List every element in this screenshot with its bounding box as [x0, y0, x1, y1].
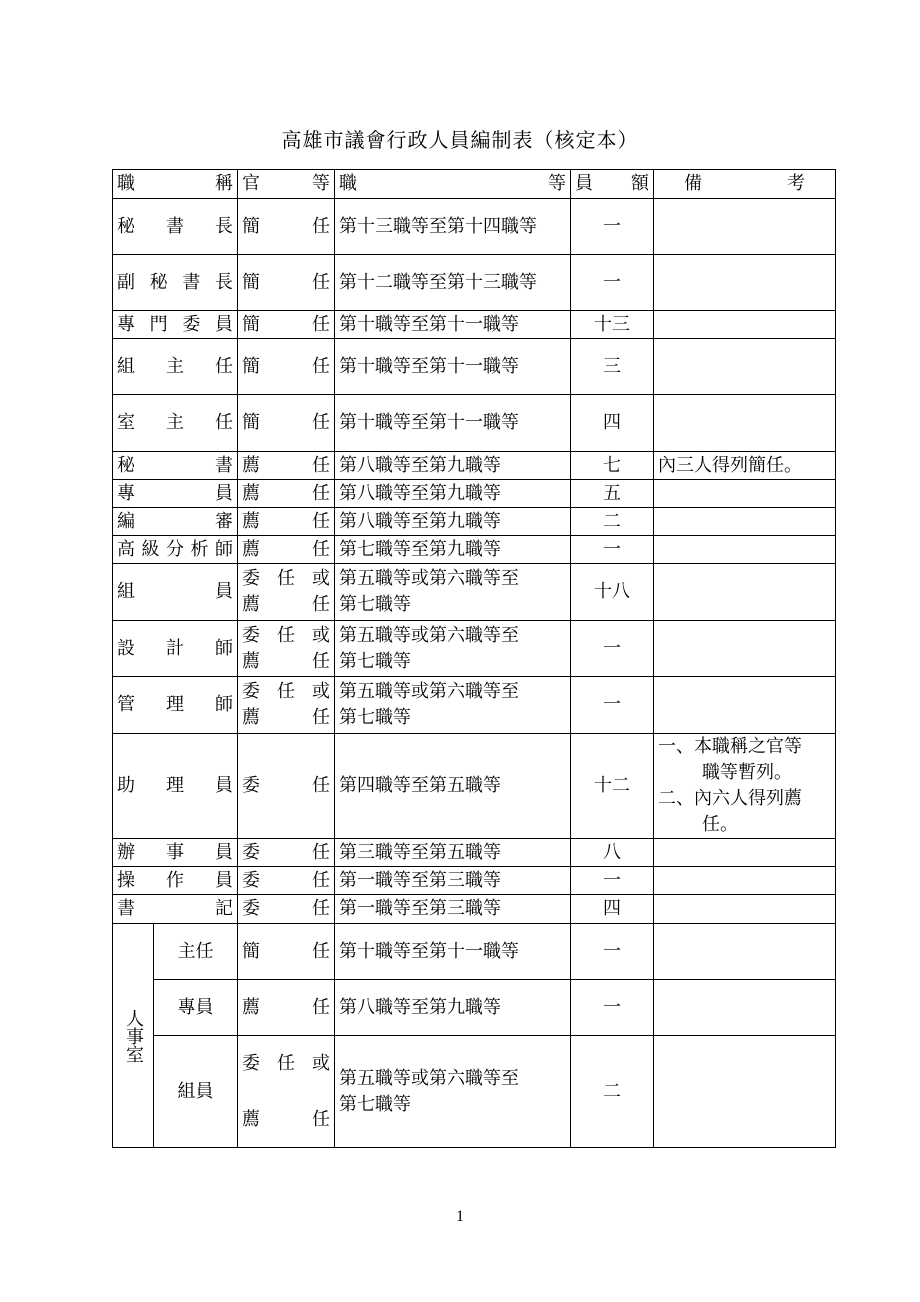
row-rank-line-2: 第七職等 — [339, 1093, 411, 1115]
header-rank: 職等 — [335, 170, 571, 199]
table-row — [113, 199, 836, 255]
row-count: 一 — [571, 255, 654, 311]
row-rank: 第十職等至第十一職等 — [335, 339, 571, 395]
row-count: 八 — [571, 839, 654, 867]
row-rank: 第三職等至第五職等 — [335, 839, 571, 867]
row-grade-line-1: 委任或 — [242, 624, 330, 646]
row-grade — [238, 1036, 335, 1148]
row-count: 七 — [571, 452, 654, 480]
row-count: 五 — [571, 480, 654, 508]
row-rank: 第四職等至第五職等 — [335, 734, 571, 839]
row-rank-line-1: 第五職等或第六職等至 — [339, 1067, 519, 1089]
row-rank-line-1: 第五職等或第六職等至 — [339, 681, 519, 702]
table-row — [113, 536, 836, 564]
row-rank: 第十三職等至第十四職等 — [335, 199, 571, 255]
row-note — [654, 311, 836, 339]
row-count: 二 — [571, 508, 654, 536]
row-title: 操作員 — [113, 867, 238, 895]
row-title: 辦事員 — [113, 839, 238, 867]
row-rank: 第八職等至第九職等 — [335, 480, 571, 508]
row-title: 專員 — [113, 480, 238, 508]
note-item-1: 一、本職稱之官等 — [658, 736, 802, 757]
row-note — [654, 395, 836, 452]
row-count: 十八 — [571, 564, 654, 621]
row-grade: 薦任 — [238, 480, 335, 508]
grade-spacer — [242, 1077, 330, 1107]
table-row — [113, 734, 836, 839]
row-count: 四 — [571, 395, 654, 452]
row-note: 內三人得列簡任。 — [654, 452, 836, 480]
row-rank: 第一職等至第三職等 — [335, 867, 571, 895]
row-grade — [238, 564, 335, 621]
row-note — [654, 480, 836, 508]
row-rank: 第八職等至第九職等 — [335, 980, 571, 1036]
note-item-1-cont: 職等暫列。 — [702, 762, 792, 783]
row-rank-line-2: 第七職等 — [339, 707, 411, 728]
row-note — [654, 980, 836, 1036]
row-title: 編審 — [113, 508, 238, 536]
table-row — [113, 895, 836, 924]
row-title: 專門委員 — [113, 311, 238, 339]
row-note — [654, 924, 836, 980]
row-note — [654, 339, 836, 395]
personnel-group-label: 人事室 — [113, 924, 154, 1148]
row-count: 一 — [571, 980, 654, 1036]
row-title: 書記 — [113, 895, 238, 924]
row-grade: 薦任 — [238, 980, 335, 1036]
table-row — [113, 564, 836, 621]
row-grade: 簡任 — [238, 395, 335, 452]
document-title: 高雄市議會行政人員編制表（核定本） — [281, 128, 639, 152]
table-row — [113, 508, 836, 536]
row-grade: 薦任 — [238, 452, 335, 480]
row-count: 三 — [571, 339, 654, 395]
header-row — [113, 170, 836, 199]
row-rank-line-1: 第五職等或第六職等至 — [339, 568, 519, 589]
row-note — [654, 867, 836, 895]
row-note — [654, 1036, 836, 1148]
row-count: 二 — [571, 1036, 654, 1148]
row-title: 組員 — [113, 564, 238, 621]
row-rank-line-2: 第七職等 — [339, 650, 411, 672]
table-row — [113, 255, 836, 311]
row-rank-line-2: 第七職等 — [339, 594, 411, 615]
row-note — [654, 839, 836, 867]
row-title: 主任 — [154, 924, 238, 980]
row-note — [654, 255, 836, 311]
row-grade-line-2: 薦任 — [242, 594, 330, 615]
row-grade: 簡任 — [238, 199, 335, 255]
row-rank — [335, 1036, 571, 1148]
row-grade — [238, 621, 335, 677]
row-rank: 第一職等至第三職等 — [335, 895, 571, 924]
row-note — [654, 508, 836, 536]
row-grade: 簡任 — [238, 311, 335, 339]
row-count: 十三 — [571, 311, 654, 339]
row-grade: 簡任 — [238, 255, 335, 311]
row-note — [654, 621, 836, 677]
row-title: 室主任 — [113, 395, 238, 452]
row-rank: 第十二職等至第十三職等 — [335, 255, 571, 311]
row-count: 一 — [571, 677, 654, 734]
row-title: 秘書 — [113, 452, 238, 480]
table-row — [113, 480, 836, 508]
row-note — [654, 564, 836, 621]
row-rank: 第十職等至第十一職等 — [335, 311, 571, 339]
row-note — [654, 895, 836, 924]
row-title: 組主任 — [113, 339, 238, 395]
row-note — [654, 199, 836, 255]
row-grade: 委任 — [238, 839, 335, 867]
header-note: 備考 — [654, 170, 836, 199]
row-title: 高級分析師 — [113, 536, 238, 564]
page-number: 1 — [456, 1208, 464, 1225]
row-rank: 第十職等至第十一職等 — [335, 395, 571, 452]
row-count: 四 — [571, 895, 654, 924]
table-row — [113, 677, 836, 734]
table-row — [113, 867, 836, 895]
row-grade: 薦任 — [238, 536, 335, 564]
row-title: 秘書長 — [113, 199, 238, 255]
row-rank-line-1: 第五職等或第六職等至 — [339, 624, 519, 646]
note-item-2-cont: 任。 — [702, 814, 738, 835]
row-count: 一 — [571, 924, 654, 980]
personnel-row — [113, 924, 836, 980]
row-grade: 委任 — [238, 867, 335, 895]
row-grade — [238, 677, 335, 734]
row-rank: 第十職等至第十一職等 — [335, 924, 571, 980]
row-title: 管理師 — [113, 677, 238, 734]
row-rank: 第八職等至第九職等 — [335, 508, 571, 536]
row-note — [654, 536, 836, 564]
row-grade-line-1: 委任或 — [242, 568, 330, 589]
row-title: 助理員 — [113, 734, 238, 839]
row-count: 一 — [571, 621, 654, 677]
row-grade-line-2: 薦任 — [242, 707, 330, 728]
row-count: 一 — [571, 867, 654, 895]
row-count: 一 — [571, 536, 654, 564]
row-grade: 簡任 — [238, 339, 335, 395]
row-note — [654, 734, 836, 839]
note-item-2: 二、內六人得列薦 — [658, 788, 802, 809]
table-row — [113, 839, 836, 867]
row-grade-line-1: 委任或 — [242, 1052, 330, 1074]
row-rank: 第八職等至第九職等 — [335, 452, 571, 480]
row-title: 設計師 — [113, 621, 238, 677]
row-grade-line-2: 薦任 — [242, 1108, 330, 1130]
table-row — [113, 621, 836, 677]
row-grade: 薦任 — [238, 508, 335, 536]
row-rank — [335, 621, 571, 677]
row-grade: 委任 — [238, 734, 335, 839]
row-count: 十二 — [571, 734, 654, 839]
header-grade: 官等 — [238, 170, 335, 199]
row-count: 一 — [571, 199, 654, 255]
header-count: 員額 — [571, 170, 654, 199]
personnel-row — [113, 980, 836, 1036]
table-row — [113, 452, 836, 480]
row-title: 副秘書長 — [113, 255, 238, 311]
staffing-table — [112, 169, 836, 1148]
row-grade-line-2: 薦任 — [242, 650, 330, 672]
personnel-row — [113, 1036, 836, 1148]
row-rank — [335, 677, 571, 734]
row-title: 專員 — [154, 980, 238, 1036]
row-note — [654, 677, 836, 734]
row-grade: 簡任 — [238, 924, 335, 980]
row-grade-line-1: 委任或 — [242, 681, 330, 702]
table-row — [113, 311, 836, 339]
table-row — [113, 395, 836, 452]
row-rank — [335, 564, 571, 621]
header-title: 職稱 — [113, 170, 238, 199]
table-row — [113, 339, 836, 395]
row-rank: 第七職等至第九職等 — [335, 536, 571, 564]
row-title: 組員 — [154, 1036, 238, 1148]
row-grade: 委任 — [238, 895, 335, 924]
